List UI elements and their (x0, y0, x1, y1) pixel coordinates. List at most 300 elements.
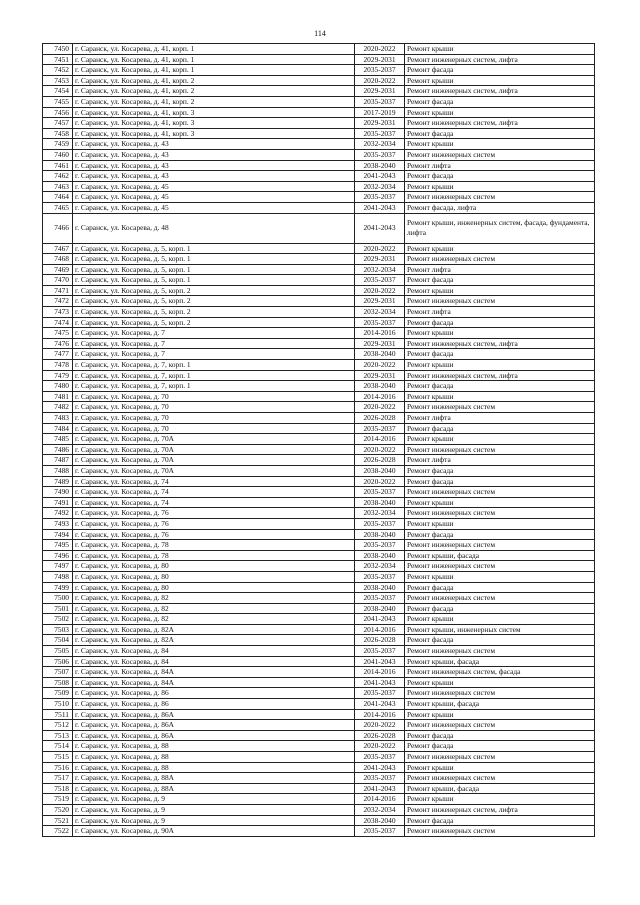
years-cell: 2026-2028 (355, 730, 405, 741)
address-cell: г. Саранск, ул. Косарева, д. 41, корп. 2 (73, 86, 355, 97)
table-row (43, 181, 595, 192)
row-number: 7489 (43, 476, 73, 487)
address-cell: г. Саранск, ул. Косарева, д. 88А (73, 783, 355, 794)
row-number: 7488 (43, 465, 73, 476)
address-cell: г. Саранск, ул. Косарева, д. 5, корп. 2 (73, 285, 355, 296)
years-cell: 2035-2037 (355, 688, 405, 699)
address-cell: г. Саранск, ул. Косарева, д. 84А (73, 677, 355, 688)
work-type-cell: Ремонт крыши (405, 497, 595, 508)
row-number: 7476 (43, 338, 73, 349)
address-cell: г. Саранск, ул. Косарева, д. 70А (73, 444, 355, 455)
address-cell: г. Саранск, ул. Косарева, д. 41, корп. 3 (73, 128, 355, 139)
years-cell: 2029-2031 (355, 54, 405, 65)
years-cell: 2041-2043 (355, 171, 405, 182)
address-cell: г. Саранск, ул. Косарева, д. 41, корп. 1 (73, 44, 355, 55)
years-cell: 2038-2040 (355, 465, 405, 476)
row-number: 7455 (43, 96, 73, 107)
address-cell: г. Саранск, ул. Косарева, д. 5, корп. 1 (73, 264, 355, 275)
address-cell: г. Саранск, ул. Косарева, д. 48 (73, 213, 355, 243)
table-row (43, 476, 595, 487)
work-type-cell: Ремонт фасада (405, 65, 595, 76)
years-cell: 2038-2040 (355, 529, 405, 540)
years-cell: 2020-2022 (355, 476, 405, 487)
work-type-cell: Ремонт фасада (405, 96, 595, 107)
row-number: 7466 (43, 213, 73, 243)
years-cell: 2017-2019 (355, 107, 405, 118)
address-cell: г. Саранск, ул. Косарева, д. 84А (73, 667, 355, 678)
years-cell: 2041-2043 (355, 699, 405, 710)
work-type-cell: Ремонт фасада, лифта (405, 202, 595, 213)
row-number: 7494 (43, 529, 73, 540)
row-number: 7507 (43, 667, 73, 678)
row-number: 7513 (43, 730, 73, 741)
row-number: 7520 (43, 804, 73, 815)
address-cell: г. Саранск, ул. Косарева, д. 76 (73, 508, 355, 519)
years-cell: 2032-2034 (355, 508, 405, 519)
table-row (43, 44, 595, 55)
table-row (43, 465, 595, 476)
table-row (43, 275, 595, 286)
row-number: 7514 (43, 741, 73, 752)
table-row (43, 794, 595, 805)
years-cell: 2032-2034 (355, 307, 405, 318)
row-number: 7516 (43, 762, 73, 773)
row-number: 7463 (43, 181, 73, 192)
row-number: 7500 (43, 593, 73, 604)
row-number: 7509 (43, 688, 73, 699)
years-cell: 2041-2043 (355, 614, 405, 625)
row-number: 7456 (43, 107, 73, 118)
row-number: 7497 (43, 561, 73, 572)
address-cell: г. Саранск, ул. Косарева, д. 70 (73, 423, 355, 434)
years-cell: 2035-2037 (355, 423, 405, 434)
work-type-cell: Ремонт инженерных систем, лифта (405, 338, 595, 349)
years-cell: 2026-2028 (355, 635, 405, 646)
address-cell: г. Саранск, ул. Косарева, д. 80 (73, 561, 355, 572)
work-type-cell: Ремонт крыши (405, 794, 595, 805)
work-type-cell: Ремонт крыши (405, 328, 595, 339)
table-row (43, 402, 595, 413)
row-number: 7519 (43, 794, 73, 805)
table-row (43, 741, 595, 752)
table-row (43, 434, 595, 445)
years-cell: 2014-2016 (355, 709, 405, 720)
years-cell: 2029-2031 (355, 86, 405, 97)
address-cell: г. Саранск, ул. Косарева, д. 9 (73, 815, 355, 826)
table-row (43, 413, 595, 424)
work-type-cell: Ремонт крыши, фасада (405, 699, 595, 710)
address-cell: г. Саранск, ул. Косарева, д. 5, корп. 1 (73, 254, 355, 265)
years-cell: 2041-2043 (355, 783, 405, 794)
table-body (43, 44, 595, 837)
years-cell: 2020-2022 (355, 720, 405, 731)
address-cell: г. Саранск, ул. Косарева, д. 41, корп. 3 (73, 118, 355, 129)
row-number: 7517 (43, 773, 73, 784)
table-row (43, 243, 595, 254)
address-cell: г. Саранск, ул. Косарева, д. 7 (73, 349, 355, 360)
years-cell: 2038-2040 (355, 497, 405, 508)
row-number: 7490 (43, 487, 73, 498)
row-number: 7492 (43, 508, 73, 519)
table-row (43, 285, 595, 296)
address-cell: г. Саранск, ул. Косарева, д. 70А (73, 465, 355, 476)
work-type-cell: Ремонт фасада (405, 730, 595, 741)
address-cell: г. Саранск, ул. Косарева, д. 82 (73, 603, 355, 614)
address-cell: г. Саранск, ул. Косарева, д. 70 (73, 402, 355, 413)
work-type-cell: Ремонт инженерных систем (405, 444, 595, 455)
table-row (43, 444, 595, 455)
table-row (43, 667, 595, 678)
address-cell: г. Саранск, ул. Косарева, д. 5, корп. 2 (73, 296, 355, 307)
work-type-cell: Ремонт фасада (405, 349, 595, 360)
table-row (43, 518, 595, 529)
address-cell: г. Саранск, ул. Косарева, д. 70 (73, 391, 355, 402)
years-cell: 2014-2016 (355, 667, 405, 678)
table-row (43, 826, 595, 837)
years-cell: 2035-2037 (355, 826, 405, 837)
row-number: 7511 (43, 709, 73, 720)
address-cell: г. Саранск, ул. Косарева, д. 43 (73, 139, 355, 150)
years-cell: 2014-2016 (355, 624, 405, 635)
table-row (43, 804, 595, 815)
years-cell: 2035-2037 (355, 571, 405, 582)
table-row (43, 677, 595, 688)
row-number: 7518 (43, 783, 73, 794)
table-row (43, 86, 595, 97)
row-number: 7484 (43, 423, 73, 434)
row-number: 7496 (43, 550, 73, 561)
work-type-cell: Ремонт крыши (405, 181, 595, 192)
years-cell: 2035-2037 (355, 192, 405, 203)
work-type-cell: Ремонт фасада (405, 275, 595, 286)
years-cell: 2035-2037 (355, 487, 405, 498)
years-cell: 2041-2043 (355, 677, 405, 688)
work-type-cell: Ремонт лифта (405, 455, 595, 466)
address-cell: г. Саранск, ул. Косарева, д. 7, корп. 1 (73, 370, 355, 381)
address-cell: г. Саранск, ул. Косарева, д. 45 (73, 181, 355, 192)
row-number: 7471 (43, 285, 73, 296)
table-row (43, 635, 595, 646)
table-row (43, 360, 595, 371)
row-number: 7502 (43, 614, 73, 625)
years-cell: 2035-2037 (355, 128, 405, 139)
years-cell: 2032-2034 (355, 804, 405, 815)
row-number: 7473 (43, 307, 73, 318)
table-row (43, 699, 595, 710)
address-cell: г. Саранск, ул. Косарева, д. 88 (73, 752, 355, 763)
work-type-cell: Ремонт фасада (405, 317, 595, 328)
work-type-cell: Ремонт крыши, фасада (405, 656, 595, 667)
address-cell: г. Саранск, ул. Косарева, д. 7 (73, 328, 355, 339)
work-type-cell: Ремонт инженерных систем (405, 720, 595, 731)
address-cell: г. Саранск, ул. Косарева, д. 5, корп. 2 (73, 307, 355, 318)
table-row (43, 160, 595, 171)
row-number: 7453 (43, 75, 73, 86)
work-type-cell: Ремонт крыши (405, 571, 595, 582)
work-type-cell: Ремонт крыши (405, 434, 595, 445)
work-type-cell: Ремонт фасада (405, 603, 595, 614)
address-cell: г. Саранск, ул. Косарева, д. 45 (73, 192, 355, 203)
years-cell: 2032-2034 (355, 139, 405, 150)
years-cell: 2035-2037 (355, 540, 405, 551)
table-row (43, 317, 595, 328)
address-cell: г. Саранск, ул. Косарева, д. 88А (73, 773, 355, 784)
work-type-cell: Ремонт фасада (405, 741, 595, 752)
address-cell: г. Саранск, ул. Косарева, д. 74 (73, 487, 355, 498)
work-type-cell: Ремонт инженерных систем (405, 192, 595, 203)
address-cell: г. Саранск, ул. Косарева, д. 86А (73, 720, 355, 731)
years-cell: 2035-2037 (355, 593, 405, 604)
table-row (43, 296, 595, 307)
row-number: 7475 (43, 328, 73, 339)
years-cell: 2020-2022 (355, 243, 405, 254)
years-cell: 2035-2037 (355, 317, 405, 328)
work-type-cell: Ремонт инженерных систем (405, 752, 595, 763)
table-row (43, 107, 595, 118)
years-cell: 2035-2037 (355, 275, 405, 286)
table-row (43, 307, 595, 318)
row-number: 7491 (43, 497, 73, 508)
table-row (43, 571, 595, 582)
row-number: 7462 (43, 171, 73, 182)
years-cell: 2014-2016 (355, 434, 405, 445)
table-row (43, 752, 595, 763)
row-number: 7486 (43, 444, 73, 455)
work-type-cell: Ремонт лифта (405, 264, 595, 275)
years-cell: 2014-2016 (355, 794, 405, 805)
row-number: 7505 (43, 646, 73, 657)
address-cell: г. Саранск, ул. Косарева, д. 82А (73, 624, 355, 635)
years-cell: 2020-2022 (355, 285, 405, 296)
years-cell: 2038-2040 (355, 381, 405, 392)
work-type-cell: Ремонт инженерных систем (405, 296, 595, 307)
table-row (43, 349, 595, 360)
table-row (43, 128, 595, 139)
row-number: 7498 (43, 571, 73, 582)
years-cell: 2038-2040 (355, 603, 405, 614)
table-row (43, 264, 595, 275)
table-row (43, 815, 595, 826)
address-cell: г. Саранск, ул. Косарева, д. 5, корп. 1 (73, 243, 355, 254)
work-type-cell: Ремонт инженерных систем (405, 688, 595, 699)
row-number: 7450 (43, 44, 73, 55)
work-type-cell: Ремонт инженерных систем (405, 826, 595, 837)
row-number: 7481 (43, 391, 73, 402)
work-type-cell: Ремонт фасада (405, 582, 595, 593)
address-cell: г. Саранск, ул. Косарева, д. 7, корп. 1 (73, 381, 355, 392)
years-cell: 2029-2031 (355, 370, 405, 381)
work-type-cell: Ремонт фасада (405, 635, 595, 646)
years-cell: 2029-2031 (355, 338, 405, 349)
address-cell: г. Саранск, ул. Косарева, д. 80 (73, 582, 355, 593)
address-cell: г. Саранск, ул. Косарева, д. 41, корп. 1 (73, 65, 355, 76)
work-type-cell: Ремонт фасада (405, 171, 595, 182)
row-number: 7482 (43, 402, 73, 413)
address-cell: г. Саранск, ул. Косарева, д. 80 (73, 571, 355, 582)
address-cell: г. Саранск, ул. Косарева, д. 88 (73, 762, 355, 773)
work-type-cell: Ремонт фасада (405, 128, 595, 139)
work-type-cell: Ремонт инженерных систем (405, 593, 595, 604)
table-row (43, 709, 595, 720)
table-row (43, 720, 595, 731)
row-number: 7493 (43, 518, 73, 529)
table-row (43, 730, 595, 741)
address-cell: г. Саранск, ул. Косарева, д. 43 (73, 160, 355, 171)
address-cell: г. Саранск, ул. Косарева, д. 70 (73, 413, 355, 424)
work-type-cell: Ремонт крыши, инженерных систем (405, 624, 595, 635)
years-cell: 2035-2037 (355, 773, 405, 784)
work-type-cell: Ремонт инженерных систем, фасада (405, 667, 595, 678)
work-type-cell: Ремонт инженерных систем (405, 773, 595, 784)
table-row (43, 646, 595, 657)
row-number: 7467 (43, 243, 73, 254)
address-cell: г. Саранск, ул. Косарева, д. 41, корп. 2 (73, 96, 355, 107)
years-cell: 2029-2031 (355, 118, 405, 129)
address-cell: г. Саранск, ул. Косарева, д. 41, корп. 3 (73, 107, 355, 118)
years-cell: 2035-2037 (355, 65, 405, 76)
work-type-cell: Ремонт крыши (405, 391, 595, 402)
years-cell: 2020-2022 (355, 75, 405, 86)
row-number: 7480 (43, 381, 73, 392)
work-type-cell: Ремонт инженерных систем (405, 646, 595, 657)
table-row (43, 54, 595, 65)
address-cell: г. Саранск, ул. Косарева, д. 74 (73, 476, 355, 487)
table-row (43, 582, 595, 593)
table-row (43, 624, 595, 635)
table-row (43, 455, 595, 466)
years-cell: 2038-2040 (355, 550, 405, 561)
row-number: 7458 (43, 128, 73, 139)
work-type-cell: Ремонт фасада (405, 529, 595, 540)
table-row (43, 338, 595, 349)
row-number: 7510 (43, 699, 73, 710)
work-type-cell: Ремонт крыши (405, 285, 595, 296)
address-cell: г. Саранск, ул. Косарева, д. 41, корп. 2 (73, 75, 355, 86)
address-cell: г. Саранск, ул. Косарева, д. 74 (73, 497, 355, 508)
table-row (43, 149, 595, 160)
row-number: 7478 (43, 360, 73, 371)
address-cell: г. Саранск, ул. Косарева, д. 5, корп. 2 (73, 317, 355, 328)
years-cell: 2032-2034 (355, 181, 405, 192)
work-type-cell: Ремонт инженерных систем (405, 540, 595, 551)
address-cell: г. Саранск, ул. Косарева, д. 86А (73, 709, 355, 720)
work-type-cell: Ремонт фасада (405, 815, 595, 826)
table-row (43, 508, 595, 519)
address-cell: г. Саранск, ул. Косарева, д. 76 (73, 529, 355, 540)
table-row (43, 614, 595, 625)
row-number: 7499 (43, 582, 73, 593)
years-cell: 2020-2022 (355, 741, 405, 752)
work-type-cell: Ремонт крыши (405, 243, 595, 254)
row-number: 7474 (43, 317, 73, 328)
address-cell: г. Саранск, ул. Косарева, д. 78 (73, 550, 355, 561)
work-type-cell: Ремонт крыши (405, 107, 595, 118)
row-number: 7469 (43, 264, 73, 275)
years-cell: 2026-2028 (355, 455, 405, 466)
work-type-cell: Ремонт инженерных систем, лифта (405, 370, 595, 381)
row-number: 7470 (43, 275, 73, 286)
row-number: 7515 (43, 752, 73, 763)
row-number: 7521 (43, 815, 73, 826)
address-cell: г. Саранск, ул. Косарева, д. 43 (73, 149, 355, 160)
years-cell: 2020-2022 (355, 444, 405, 455)
work-type-cell: Ремонт крыши (405, 139, 595, 150)
address-cell: г. Саранск, ул. Косарева, д. 70А (73, 434, 355, 445)
years-cell: 2041-2043 (355, 202, 405, 213)
table-row (43, 75, 595, 86)
years-cell: 2038-2040 (355, 160, 405, 171)
table-row (43, 762, 595, 773)
table-row (43, 370, 595, 381)
work-type-cell: Ремонт крыши, фасада (405, 550, 595, 561)
work-type-cell: Ремонт инженерных систем, лифта (405, 804, 595, 815)
table-row (43, 561, 595, 572)
row-number: 7454 (43, 86, 73, 97)
table-row (43, 773, 595, 784)
years-cell: 2029-2031 (355, 254, 405, 265)
work-type-cell: Ремонт фасада (405, 381, 595, 392)
address-cell: г. Саранск, ул. Косарева, д. 84 (73, 656, 355, 667)
address-cell: г. Саранск, ул. Косарева, д. 90А (73, 826, 355, 837)
years-cell: 2035-2037 (355, 96, 405, 107)
table-row (43, 139, 595, 150)
address-cell: г. Саранск, ул. Косарева, д. 78 (73, 540, 355, 551)
work-type-cell: Ремонт крыши (405, 360, 595, 371)
work-type-cell: Ремонт инженерных систем, лифта (405, 54, 595, 65)
address-cell: г. Саранск, ул. Косарева, д. 82А (73, 635, 355, 646)
table-row (43, 254, 595, 265)
row-number: 7465 (43, 202, 73, 213)
row-number: 7504 (43, 635, 73, 646)
address-cell: г. Саранск, ул. Косарева, д. 5, корп. 1 (73, 275, 355, 286)
work-type-cell: Ремонт инженерных систем (405, 561, 595, 572)
row-number: 7472 (43, 296, 73, 307)
row-number: 7508 (43, 677, 73, 688)
address-cell: г. Саранск, ул. Косарева, д. 7, корп. 1 (73, 360, 355, 371)
address-cell: г. Саранск, ул. Косарева, д. 82 (73, 614, 355, 625)
address-cell: г. Саранск, ул. Косарева, д. 88 (73, 741, 355, 752)
row-number: 7503 (43, 624, 73, 635)
row-number: 7460 (43, 149, 73, 160)
table-row (43, 202, 595, 213)
years-cell: 2038-2040 (355, 582, 405, 593)
work-type-cell: Ремонт инженерных систем, лифта (405, 86, 595, 97)
row-number: 7451 (43, 54, 73, 65)
table-row (43, 171, 595, 182)
address-cell: г. Саранск, ул. Косарева, д. 76 (73, 518, 355, 529)
work-type-cell: Ремонт крыши, инженерных систем, фасада, фундамента, лифта (405, 213, 595, 243)
table-row (43, 118, 595, 129)
address-cell: г. Саранск, ул. Косарева, д. 86А (73, 730, 355, 741)
address-cell: г. Саранск, ул. Косарева, д. 82 (73, 593, 355, 604)
work-type-cell: Ремонт инженерных систем (405, 254, 595, 265)
years-cell: 2014-2016 (355, 391, 405, 402)
years-cell: 2020-2022 (355, 44, 405, 55)
row-number: 7485 (43, 434, 73, 445)
address-cell: г. Саранск, ул. Косарева, д. 86 (73, 688, 355, 699)
work-type-cell: Ремонт крыши (405, 44, 595, 55)
table-row (43, 540, 595, 551)
row-number: 7501 (43, 603, 73, 614)
row-number: 7506 (43, 656, 73, 667)
years-cell: 2035-2037 (355, 646, 405, 657)
work-type-cell: Ремонт крыши (405, 518, 595, 529)
address-cell: г. Саранск, ул. Косарева, д. 41, корп. 1 (73, 54, 355, 65)
table-row (43, 783, 595, 794)
table-row (43, 192, 595, 203)
address-cell: г. Саранск, ул. Косарева, д. 43 (73, 171, 355, 182)
work-type-cell: Ремонт инженерных систем (405, 487, 595, 498)
